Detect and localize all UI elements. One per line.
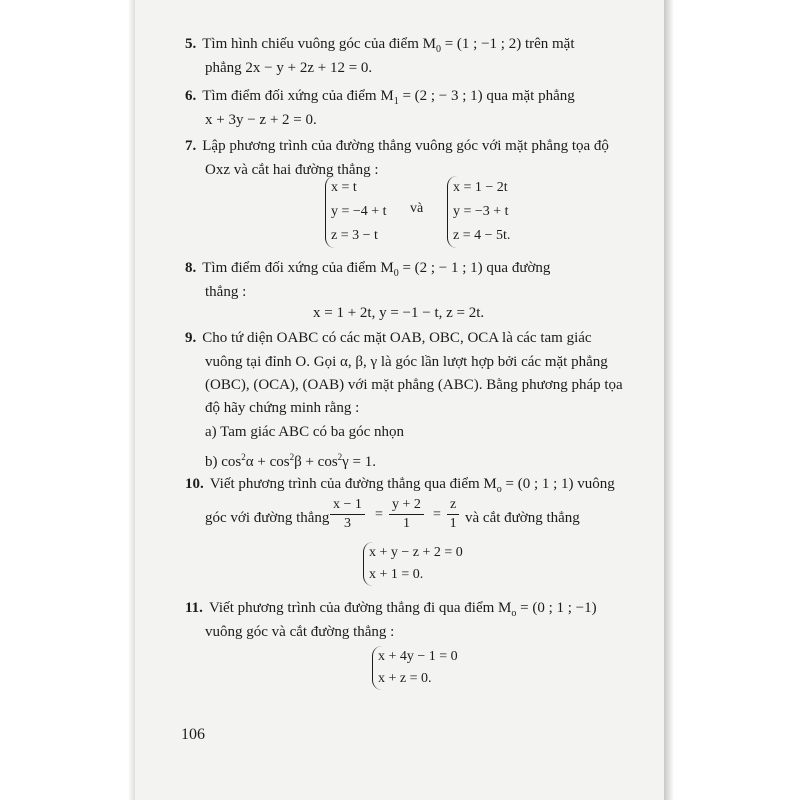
problem-6-line-1: 6. Tìm điểm đối xứng của điểm $M_1 = (2$ ; − 3 ; 1) qua mặt phẳng xyxy=(185,88,575,107)
problem-5-number: 5. xyxy=(185,36,197,52)
problem-10-equals-1: = xyxy=(375,507,383,522)
problem-9-line-3: (OBC), (OCA), (OAB) với mặt phẳng (ABC). Bằng phương pháp tọa xyxy=(205,377,623,393)
problem-9-number: 9. xyxy=(185,330,197,346)
problem-10-fraction-x: $\frac{x - 1}{3}$ xyxy=(330,496,365,533)
problem-11-line-1: 11. Viết phương trình của đường thẳng đi qua điểm $M_o = (0$ ; 1 ; −1) xyxy=(185,600,597,619)
problem-10-fraction-z: $\frac{z}{1}$ xyxy=(447,496,459,533)
problem-7-line-2: Oxz và cắt hai đường thẳng : xyxy=(205,162,379,178)
problem-11-line-2: vuông góc và cắt đường thẳng : xyxy=(205,624,395,640)
problem-11-system: x + 4y − 1 = 0 x + z = 0. xyxy=(372,646,458,690)
problem-10-equals-2: = xyxy=(433,507,441,522)
problem-7-system-2: x = 1 − 2t y = −3 + t z = 4 − 5t. xyxy=(447,176,510,248)
problem-6-line-2: x + 3y − z + 2 = 0. xyxy=(205,112,317,128)
problem-8-equation: x = 1 + 2t, y = −1 − t, z = 2t. xyxy=(313,305,485,321)
page-number: 106 xyxy=(181,726,205,743)
page-edge xyxy=(664,0,674,800)
problem-10-line-1: 10. Viết phương trình của đường thẳng qua điểm $M_o = (0$ ; 1 ; 1) vuông xyxy=(185,476,615,495)
problem-7-line-1: 7. Lập phương trình của đường thẳng vuông góc với mặt phẳng tọa độ xyxy=(185,138,609,154)
problem-10-line-2-lead: góc với đường thẳng xyxy=(205,510,330,526)
problem-8-line-1: 8. Tìm điểm đối xứng của điểm $M_0 = (2$ ; − 1 ; 1) qua đường xyxy=(185,260,551,279)
problem-10-number: 10. xyxy=(185,476,204,492)
problem-6-number: 6. xyxy=(185,88,197,104)
problem-5-line-2: phẳng 2x − y + 2z + 12 = 0. xyxy=(205,60,373,76)
problem-10-line-2-tail: và cắt đường thẳng xyxy=(465,510,580,526)
problem-10-system: x + y − z + 2 = 0 x + 1 = 0. xyxy=(363,542,463,586)
problem-9-line-2: vuông tại đỉnh O. Gọi α, β, γ là góc lần lượt hợp bởi các mặt phẳng xyxy=(205,354,608,370)
problem-9-part-b: b) $\cos^2\alpha + \cos^2\beta + \cos^2\gamma = 1$. xyxy=(205,452,377,470)
problem-8-line-2: thẳng : xyxy=(205,284,247,300)
book-page xyxy=(135,0,665,800)
problem-9-line-1: 9. Cho tứ diện OABC có các mặt OAB, OBC, OCA là các tam giác xyxy=(185,330,592,346)
problem-7-connector: và xyxy=(410,201,424,216)
problem-9-part-a: a) Tam giác ABC có ba góc nhọn xyxy=(205,424,405,440)
problem-7-number: 7. xyxy=(185,138,197,154)
problem-9-line-4: độ hãy chứng minh rằng : xyxy=(205,400,360,416)
problem-5-line-1: 5. Tìm hình chiếu vuông góc của điểm $M_0 = (1$ ; −1 ; 2) trên mặt xyxy=(185,36,575,55)
problem-10-fraction-y: $\frac{y + 2}{1}$ xyxy=(389,496,424,533)
problem-7-system-1: x = t y = −4 + t z = 3 − t xyxy=(325,176,387,248)
problem-8-number: 8. xyxy=(185,260,197,276)
problem-11-number: 11. xyxy=(185,600,203,616)
